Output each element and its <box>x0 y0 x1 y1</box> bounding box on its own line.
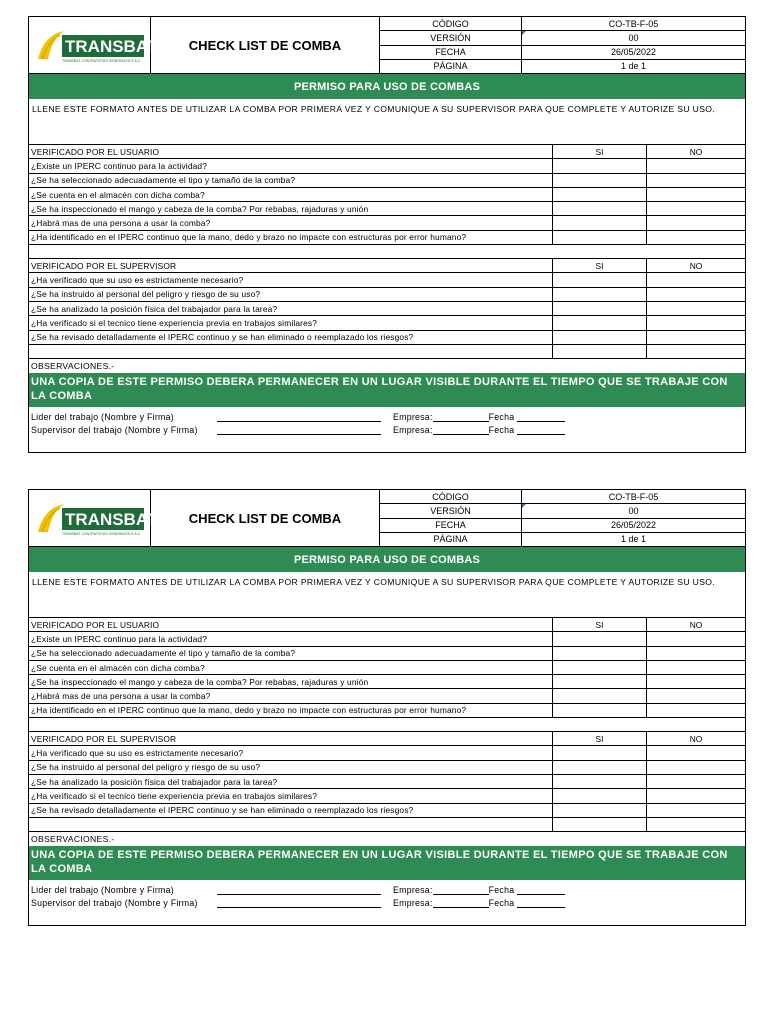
meta-label: VERSIÓN <box>380 504 522 517</box>
yes-cell[interactable] <box>552 704 646 717</box>
no-cell[interactable] <box>646 746 745 759</box>
yes-cell[interactable] <box>552 789 646 802</box>
yes-cell[interactable] <box>552 202 646 215</box>
yes-cell[interactable] <box>552 331 646 344</box>
meta-label: PÁGINA <box>380 60 522 73</box>
checklist-row[interactable]: ¿Existe un IPERC continuo para la actividad? <box>29 159 745 173</box>
yes-cell[interactable] <box>552 316 646 329</box>
checklist-row[interactable]: ¿Habrá mas de una persona a usar la comba? <box>29 689 745 703</box>
no-cell[interactable] <box>646 331 745 344</box>
date-field[interactable] <box>517 885 565 895</box>
permit-title: PERMISO PARA USO DE COMBAS <box>29 74 745 99</box>
leader-signature-field[interactable] <box>217 412 381 422</box>
meta-label: PÁGINA <box>380 533 522 546</box>
yes-column-header: SI <box>552 618 646 631</box>
checklist-row[interactable]: ¿Habrá mas de una persona a usar la comba? <box>29 216 745 230</box>
yes-cell[interactable] <box>552 761 646 774</box>
yes-cell[interactable] <box>552 302 646 315</box>
company-field[interactable] <box>433 425 489 435</box>
no-cell[interactable] <box>646 174 745 187</box>
checklist-row[interactable]: ¿Se ha analizado la posición física del trabajador para la tarea? <box>29 302 745 316</box>
no-cell[interactable] <box>646 675 745 688</box>
supervisor-section-header: VERIFICADO POR EL SUPERVISOR SI NO <box>29 732 745 746</box>
yes-cell[interactable] <box>552 231 646 244</box>
no-cell[interactable] <box>646 647 745 660</box>
no-cell[interactable] <box>646 273 745 286</box>
company-field[interactable] <box>433 412 489 422</box>
supervisor-label: Supervisor del trabajo (Nombre y Firma) <box>31 898 198 909</box>
checklist-row[interactable]: ¿Ha verificado que su uso es estrictamente necesario? <box>29 746 745 760</box>
logo-tagline: TRANSBAT CONTRATISTAS GENERALES S.A.C. <box>61 532 141 536</box>
no-column-header: NO <box>646 732 745 745</box>
company-label: Empresa: <box>393 411 433 422</box>
no-cell[interactable] <box>646 216 745 229</box>
no-cell[interactable] <box>646 231 745 244</box>
checklist-row[interactable]: ¿Se ha seleccionado adecuadamente el tipo y tamaño de la comba? <box>29 174 745 188</box>
yes-cell[interactable] <box>552 647 646 660</box>
checklist-row[interactable]: ¿Se cuenta en el almacén con dicha comba? <box>29 661 745 675</box>
supervisor-signature-row <box>29 897 745 911</box>
yes-cell[interactable] <box>552 689 646 702</box>
checklist-row[interactable]: ¿Ha identificado en el IPERC continuo que la mano, dedo y brazo no impacte con estructuras por error humano? <box>29 231 745 245</box>
instructions: LLENE ESTE FORMATO ANTES DE UTILIZAR LA COMBA POR PRIMERA VEZ Y COMUNIQUE A SU SUPERVISOR PARA QUE COMPLETE Y AUTORIZE SU USO. <box>29 99 745 145</box>
supervisor-signature-row <box>29 424 745 438</box>
no-cell[interactable] <box>646 761 745 774</box>
cell-comment-marker <box>522 504 526 508</box>
meta-value: CO-TB-F-05 <box>608 18 659 29</box>
yes-cell[interactable] <box>552 188 646 201</box>
supervisor-signature-field[interactable] <box>217 425 381 435</box>
no-cell[interactable] <box>646 288 745 301</box>
meta-label: CÓDIGO <box>380 17 522 30</box>
meta-label: CÓDIGO <box>380 490 522 503</box>
meta-value: 1 de 1 <box>620 534 647 545</box>
yes-cell[interactable] <box>552 273 646 286</box>
no-column-header: NO <box>646 618 745 631</box>
leader-signature-field[interactable] <box>217 885 381 895</box>
no-cell[interactable] <box>646 159 745 172</box>
yes-cell[interactable] <box>552 775 646 788</box>
yes-cell[interactable] <box>552 661 646 674</box>
meta-value: 1 de 1 <box>620 61 647 72</box>
no-column-header: NO <box>646 259 745 272</box>
company-field[interactable] <box>433 885 489 895</box>
supervisor-label: Supervisor del trabajo (Nombre y Firma) <box>31 425 198 436</box>
company-label: Empresa: <box>393 898 433 909</box>
no-cell[interactable] <box>646 316 745 329</box>
checklist-row[interactable]: ¿Ha identificado en el IPERC continuo que la mano, dedo y brazo no impacte con estructuras por error humano? <box>29 704 745 718</box>
checklist-row[interactable]: ¿Se ha analizado la posición física del trabajador para la tarea? <box>29 775 745 789</box>
logo-wordmark: TRANSBAT <box>64 510 157 529</box>
date-field[interactable] <box>517 412 565 422</box>
cell-comment-marker <box>522 31 526 35</box>
date-label: Fecha <box>488 898 515 909</box>
checklist-form-1 <box>28 16 746 453</box>
checklist-row[interactable]: ¿Se ha revisado detalladamente el IPERC continuo y se han eliminado o reemplazado los riesgos? <box>29 804 745 818</box>
date-label: Fecha <box>488 884 515 895</box>
checklist-row[interactable]: ¿Se ha revisado detalladamente el IPERC continuo y se han eliminado o reemplazado los riesgos? <box>29 331 745 345</box>
form-header <box>29 490 745 547</box>
document-meta <box>380 490 745 546</box>
checklist-row[interactable]: ¿Existe un IPERC continuo para la actividad? <box>29 632 745 646</box>
company-label: Empresa: <box>393 425 433 436</box>
no-cell[interactable] <box>646 789 745 802</box>
no-cell[interactable] <box>646 689 745 702</box>
form-header <box>29 17 745 74</box>
supervisor-signature-field[interactable] <box>217 898 381 908</box>
no-column-header: NO <box>646 145 745 158</box>
yes-cell[interactable] <box>552 746 646 759</box>
date-label: Fecha <box>488 411 515 422</box>
no-cell[interactable] <box>646 188 745 201</box>
leader-label: Lider del trabajo (Nombre y Firma) <box>31 411 174 422</box>
company-label: Empresa: <box>393 884 433 895</box>
no-cell[interactable] <box>646 202 745 215</box>
checklist-row[interactable]: ¿Se ha inspeccionado el mango y cabeza de la comba? Por rebabas, rajaduras y unión <box>29 675 745 689</box>
yes-cell[interactable] <box>552 174 646 187</box>
no-cell[interactable] <box>646 302 745 315</box>
spacer-row <box>29 245 745 259</box>
checklist-row[interactable]: ¿Se ha seleccionado adecuadamente el tipo y tamaño de la comba? <box>29 647 745 661</box>
leader-signature-row <box>29 883 745 897</box>
meta-label: VERSIÓN <box>380 31 522 44</box>
observations-label: OBSERVACIONES.- <box>31 361 115 372</box>
checklist-form-2 <box>28 489 746 926</box>
yes-column-header: SI <box>552 259 646 272</box>
yes-cell[interactable] <box>552 804 646 817</box>
meta-value: 00 <box>628 505 639 516</box>
leader-signature-row <box>29 410 745 424</box>
no-cell[interactable] <box>646 804 745 817</box>
meta-value: 26/05/2022 <box>610 47 657 58</box>
yes-cell[interactable] <box>552 632 646 645</box>
checklist-row[interactable]: ¿Se cuenta en el almacén con dicha comba? <box>29 188 745 202</box>
meta-label: FECHA <box>380 519 522 532</box>
yes-cell[interactable] <box>552 288 646 301</box>
meta-label: FECHA <box>380 46 522 59</box>
observations-label: OBSERVACIONES.- <box>31 834 115 845</box>
checklist-row[interactable]: ¿Se ha inspeccionado el mango y cabeza de la comba? Por rebabas, rajaduras y unión <box>29 202 745 216</box>
meta-value: 00 <box>628 32 639 43</box>
no-cell[interactable] <box>646 704 745 717</box>
blank-row <box>29 818 745 832</box>
checklist-row[interactable]: ¿Ha verificado que su uso es estrictamente necesario? <box>29 273 745 287</box>
permit-title: PERMISO PARA USO DE COMBAS <box>29 547 745 572</box>
yes-cell[interactable] <box>552 216 646 229</box>
yes-cell[interactable] <box>552 159 646 172</box>
no-cell[interactable] <box>646 632 745 645</box>
checklist-row[interactable]: ¿Se ha instruido al personal del peligro y riesgo de su uso? <box>29 288 745 302</box>
warning-banner: UNA COPIA DE ESTE PERMISO DEBERA PERMANECER EN UN LUGAR VISIBLE DURANTE EL TIEMPO QUE SE TRABAJE CON LA COMBA <box>29 373 745 407</box>
checklist-row[interactable]: ¿Ha verificado si el tecnico tiene experiencia previa en trabajos similares? <box>29 316 745 330</box>
date-field[interactable] <box>517 425 565 435</box>
user-section-header: VERIFICADO POR EL USUARIO SI NO <box>29 145 745 159</box>
no-cell[interactable] <box>646 775 745 788</box>
logo-wordmark: TRANSBAT <box>64 37 157 56</box>
blank-row <box>29 345 745 359</box>
company-logo <box>29 17 157 73</box>
company-field[interactable] <box>433 898 489 908</box>
warning-banner: UNA COPIA DE ESTE PERMISO DEBERA PERMANECER EN UN LUGAR VISIBLE DURANTE EL TIEMPO QUE SE TRABAJE CON LA COMBA <box>29 846 745 880</box>
yes-column-header: SI <box>552 145 646 158</box>
checklist-row[interactable]: ¿Ha verificado si el tecnico tiene experiencia previa en trabajos similares? <box>29 789 745 803</box>
date-field[interactable] <box>517 898 565 908</box>
leader-label: Lider del trabajo (Nombre y Firma) <box>31 884 174 895</box>
checklist-row[interactable]: ¿Se ha instruido al personal del peligro y riesgo de su uso? <box>29 761 745 775</box>
yes-column-header: SI <box>552 732 646 745</box>
yes-cell[interactable] <box>552 675 646 688</box>
company-logo <box>29 490 157 546</box>
supervisor-section-header: VERIFICADO POR EL SUPERVISOR SI NO <box>29 259 745 273</box>
user-section-header: VERIFICADO POR EL USUARIO SI NO <box>29 618 745 632</box>
spacer-row <box>29 718 745 732</box>
meta-value: CO-TB-F-05 <box>608 491 659 502</box>
instructions: LLENE ESTE FORMATO ANTES DE UTILIZAR LA COMBA POR PRIMERA VEZ Y COMUNIQUE A SU SUPERVISOR PARA QUE COMPLETE Y AUTORIZE SU USO. <box>29 572 745 618</box>
date-label: Fecha <box>488 425 515 436</box>
logo-tagline: TRANSBAT CONTRATISTAS GENERALES S.A.C. <box>61 59 141 63</box>
no-cell[interactable] <box>646 661 745 674</box>
form-title: CHECK LIST DE COMBA <box>151 490 380 546</box>
document-meta <box>380 17 745 73</box>
meta-value: 26/05/2022 <box>610 520 657 531</box>
form-title: CHECK LIST DE COMBA <box>151 17 380 73</box>
